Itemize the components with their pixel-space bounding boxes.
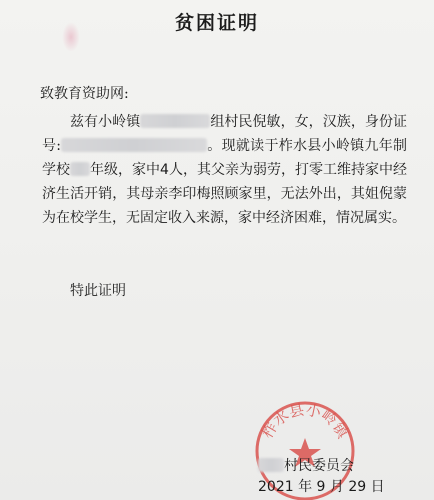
redacted-grade bbox=[70, 162, 90, 176]
body-text-4: 年级，家中 bbox=[90, 162, 161, 178]
body-text-6: 人，其父亲为弱劳，打零工维持家中经济生活开销，其母亲李印梅照顾家里，无法外出，其姐倪蒙为在校学生，无固定收入来源，家中经济困难，情况属实。 bbox=[42, 162, 408, 226]
date-month-unit: 月 bbox=[329, 479, 344, 495]
date-year: 2021 bbox=[258, 479, 294, 495]
body-text-1: 兹有小岭镇 bbox=[70, 114, 141, 130]
body-text-2: 组村民倪敏，女，汉族，身份证号: bbox=[42, 114, 408, 154]
seal-text: 柞水县小岭镇 bbox=[257, 400, 353, 442]
redacted-village-name bbox=[140, 114, 210, 128]
date-day-unit: 日 bbox=[370, 479, 385, 495]
svg-text:柞水县小岭镇 bbox=[258, 401, 353, 443]
redacted-village bbox=[258, 458, 284, 472]
committee-suffix: 村民委员会 bbox=[284, 458, 354, 474]
body-text-3: 。现就读于柞水县小岭镇九年制学校 bbox=[42, 138, 408, 178]
closing-phrase: 特此证明 bbox=[70, 283, 126, 299]
family-size: 4 bbox=[160, 162, 169, 178]
issue-date bbox=[258, 476, 385, 496]
date-month: 9 bbox=[316, 479, 326, 495]
committee-name bbox=[258, 455, 354, 475]
redacted-id-number bbox=[61, 138, 207, 152]
addressee-line: 致教育资助网: bbox=[40, 86, 129, 102]
certificate-body bbox=[42, 110, 407, 230]
date-day: 29 bbox=[348, 479, 367, 495]
document-title: 贫困证明 bbox=[174, 12, 259, 34]
date-year-unit: 年 bbox=[298, 479, 313, 495]
